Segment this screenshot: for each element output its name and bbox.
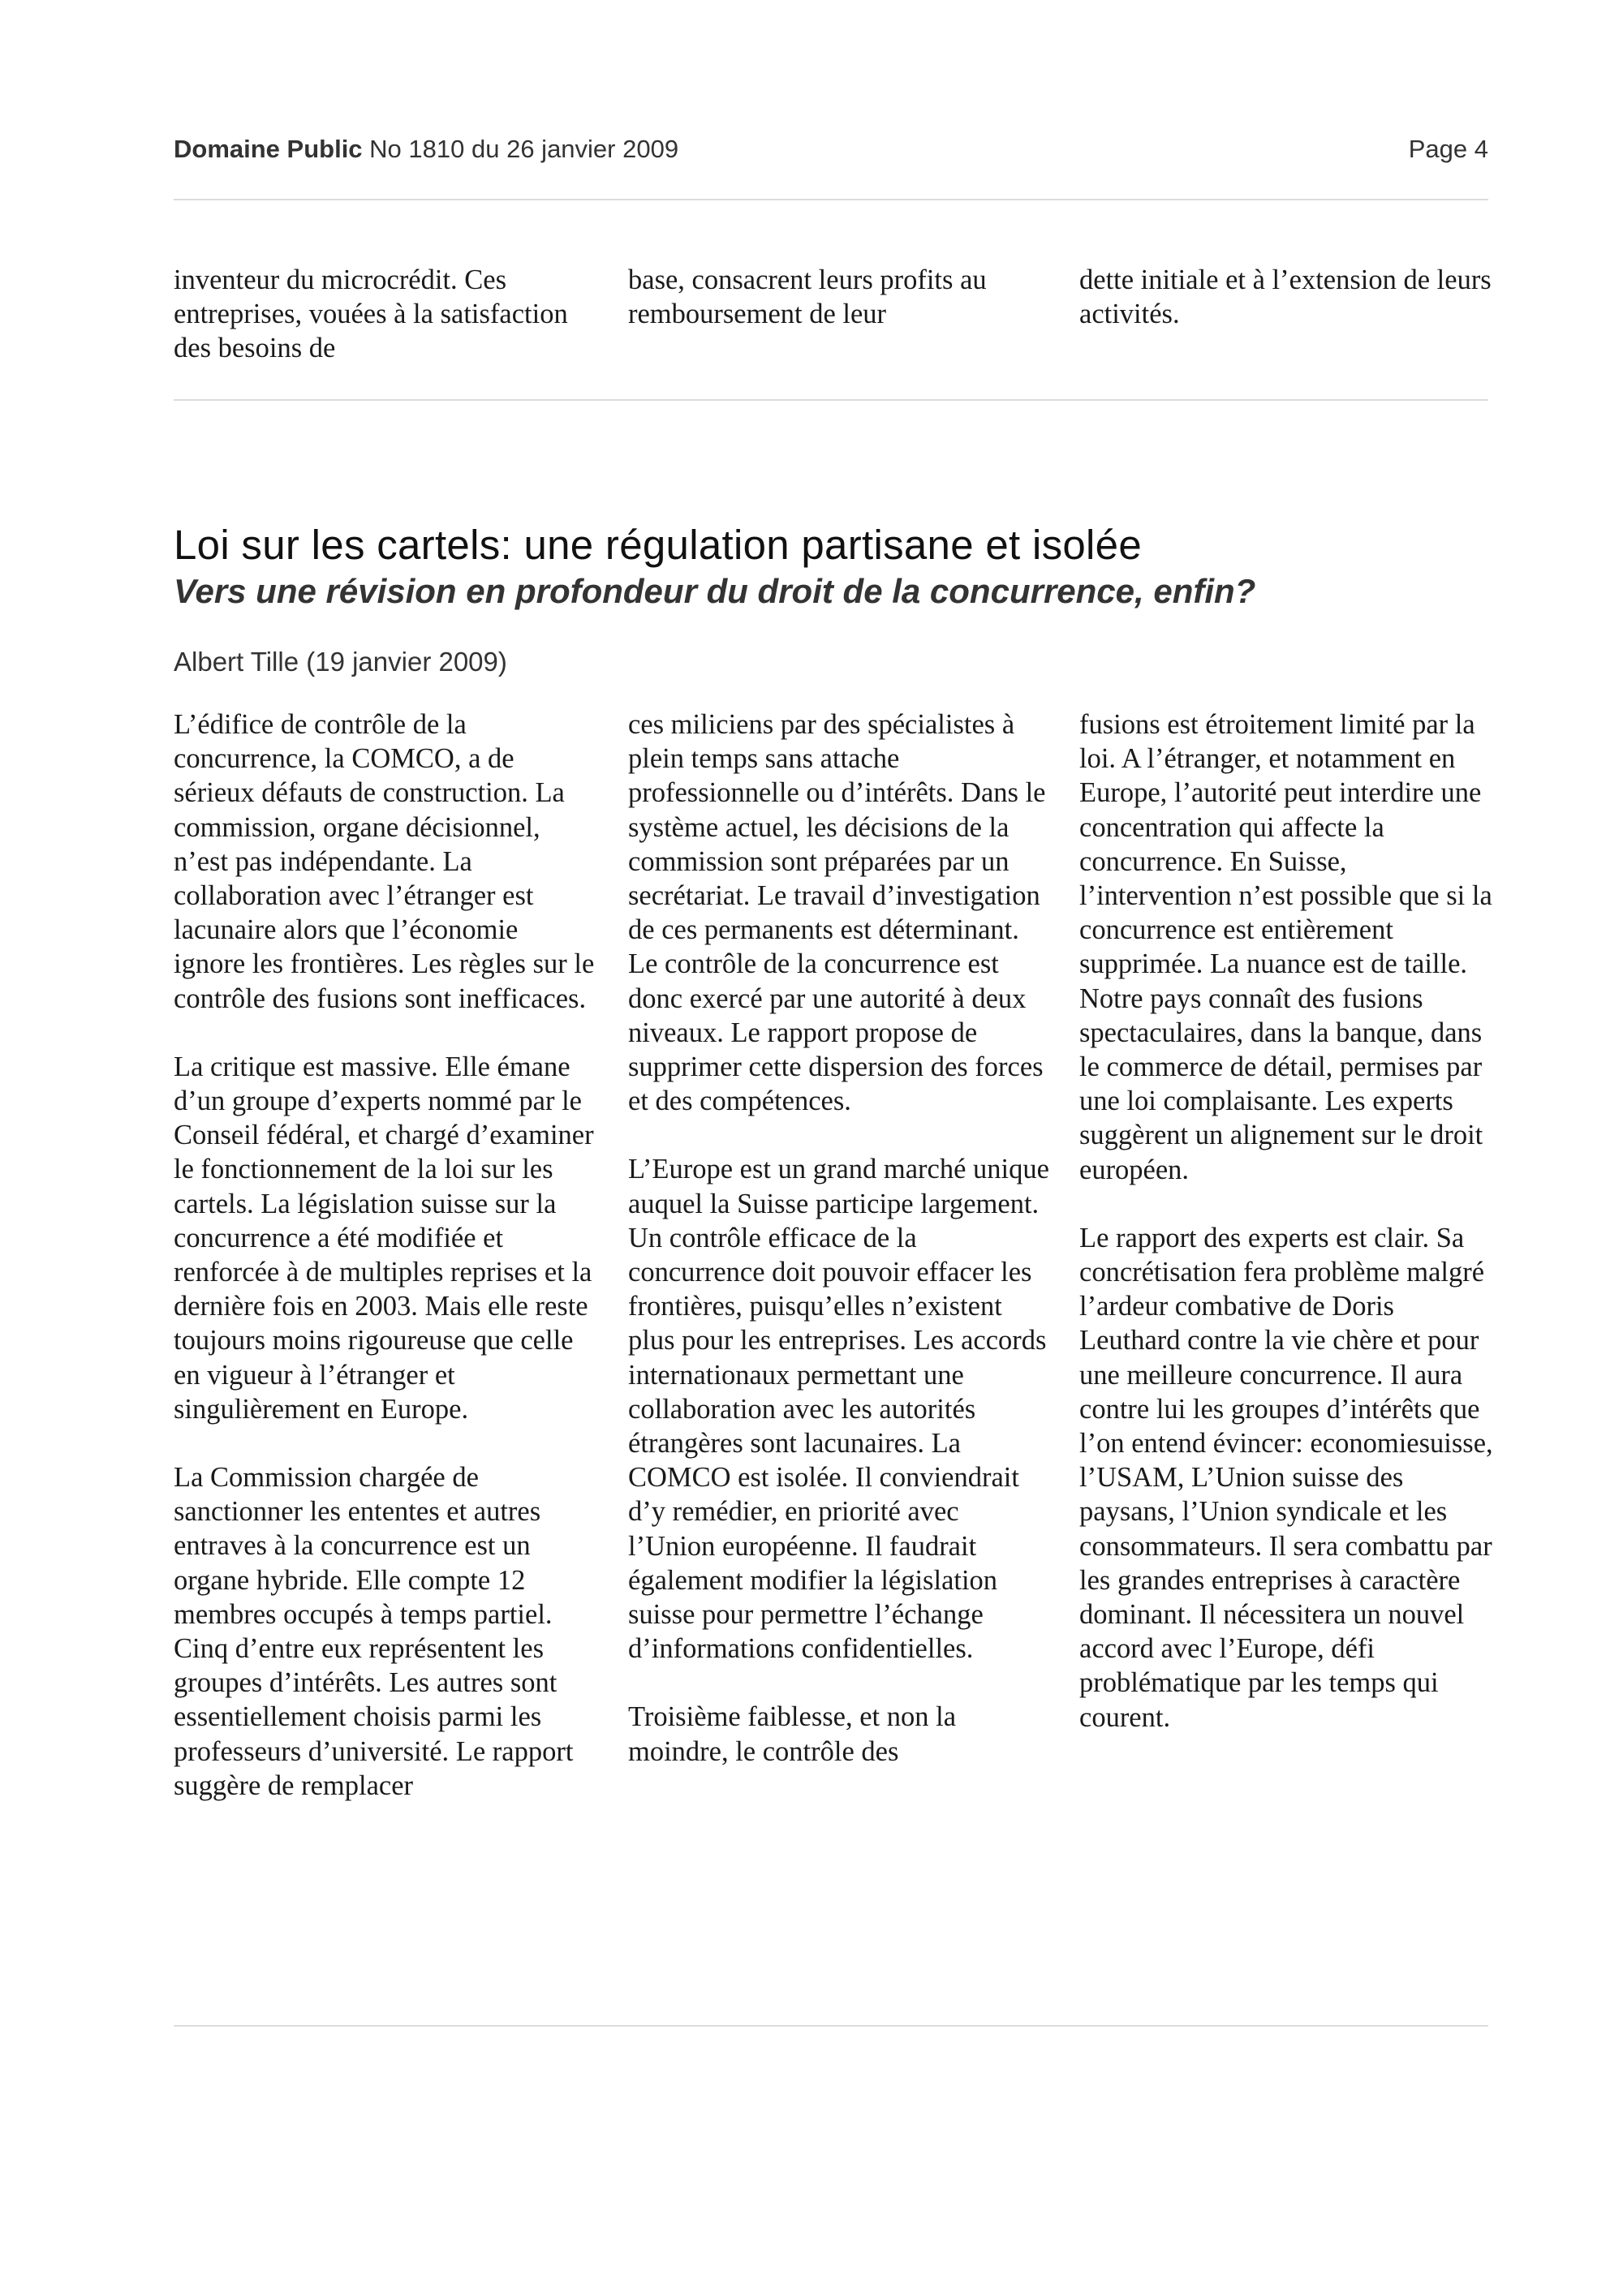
article-paragraph: L’édifice de contrôle de la concurrence, la COMCO, a de sérieux défauts de construction. La commission, organe décisionnel, n’est pas indépendante. La collaboration avec l’étranger est lacunaire alors que l’économie ignore les frontières. Les règles sur le contrôle des fusions sont inefficaces.	[174, 709, 595, 1014]
previous-article-column-2	[628, 263, 1050, 365]
article-title: Loi sur les cartels: une régulation partisane et isolée	[174, 522, 1143, 568]
footer-divider	[174, 2025, 1488, 2027]
issue-info: No 1810 du 26 janvier 2009	[369, 135, 679, 163]
article-subtitle: Vers une révision en profondeur du droit de la concurrence, enfin?	[174, 572, 1256, 610]
article-column-2	[628, 707, 1050, 1803]
article-paragraph: Troisième faiblesse, et non la moindre, le contrôle des	[628, 1701, 957, 1767]
article-paragraph: L’Europe est un grand marché unique auquel la Suisse participe largement. Un contrôle efficace de la concurrence doit pouvoir effacer les frontières, puisqu’elles n’existent plus pour les entreprises. Les accords internationaux permettant une collaboration avec les autorités étrangères sont lacunaires. La COMCO est isolée. Il conviendrait d’y remédier, en priorité avec l’Union européenne. Il faudrait également modifier la législation suisse pour permettre l’échange d’informations confidentielles.	[628, 1154, 1049, 1665]
previous-article-column-3	[1079, 263, 1493, 365]
article-paragraph: Le rapport des experts est clair. Sa concrétisation fera problème malgré l’ardeur combative de Doris Leuthard contre la vie chère et pour une meilleure concurrence. Il aura contre lui les groupes d’intérêts que l’on entend évincer: economiesuisse, l’USAM, L’Union suisse des paysans, l’Union syndicale et les consommateurs. Il sera combattu par les grandes entreprises à caractère dominant. Il nécessitera un nouvel accord avec l’Europe, défi problématique par les temps qui courent.	[1079, 1222, 1493, 1733]
header-divider	[174, 199, 1488, 200]
page-header	[174, 135, 1488, 169]
publication-name: Domaine Public	[174, 135, 363, 163]
previous-article-paragraph: dette initiale et à l’extension de leurs activités.	[1079, 264, 1492, 330]
article-paragraph: La Commission chargée de sanctionner les ententes et autres entraves à la concurrence est un organe hybride. Elle compte 12 membres occupés à temps partiel. Cinq d’entre eux représentent les groupes d’intérêts. Les autres sont essentiellement choisis parmi les professeurs d’université. Le rapport suggère de remplacer	[174, 1462, 574, 1801]
article-paragraph: fusions est étroitement limité par la loi. A l’étranger, et notamment en Europe, l’autorité peut interdire une concentration qui affecte la concurrence. En Suisse, l’intervention n’est possible que si la concurrence est entièrement supprimée. La nuance est de taille. Notre pays connaît des fusions spectaculaires, dans la banque, dans le commerce de détail, permises par une loi complaisante. Les experts suggèrent un alignement sur le droit européen.	[1079, 709, 1492, 1185]
article-paragraph: La critique est massive. Elle émane d’un groupe d’experts nommé par le Conseil fédéral, et chargé d’examiner le fonctionnement de la loi sur les cartels. La législation suisse sur la concurrence a été modifiée et renforcée à de multiples reprises et la dernière fois en 2003. Mais elle reste toujours moins rigoureuse que celle en vigueur à l’étranger et singulièrement en Europe.	[174, 1051, 594, 1425]
previous-article-paragraph: inventeur du microcrédit. Ces entreprises, vouées à la satisfaction des besoins de	[174, 264, 568, 364]
article-paragraph: ces miliciens par des spécialistes à plein temps sans attache professionnelle ou d’intérêts. Dans le système actuel, les décisions de la commission sont préparées par un secrétariat. Le travail d’investigation de ces permanents est déterminant. Le contrôle de la concurrence est donc exercé par une autorité à deux niveaux. Le rapport propose de supprimer cette dispersion des forces et des compétences.	[628, 709, 1046, 1117]
article-column-1	[174, 707, 596, 1837]
article-column-3	[1079, 707, 1493, 1769]
previous-article-column-1	[174, 263, 596, 400]
section-divider	[174, 399, 1488, 401]
previous-article-paragraph: base, consacrent leurs profits au remboursement de leur	[628, 264, 987, 330]
page-number: Page 4	[1408, 135, 1488, 163]
article-byline: Albert Tille (19 janvier 2009)	[174, 647, 507, 677]
